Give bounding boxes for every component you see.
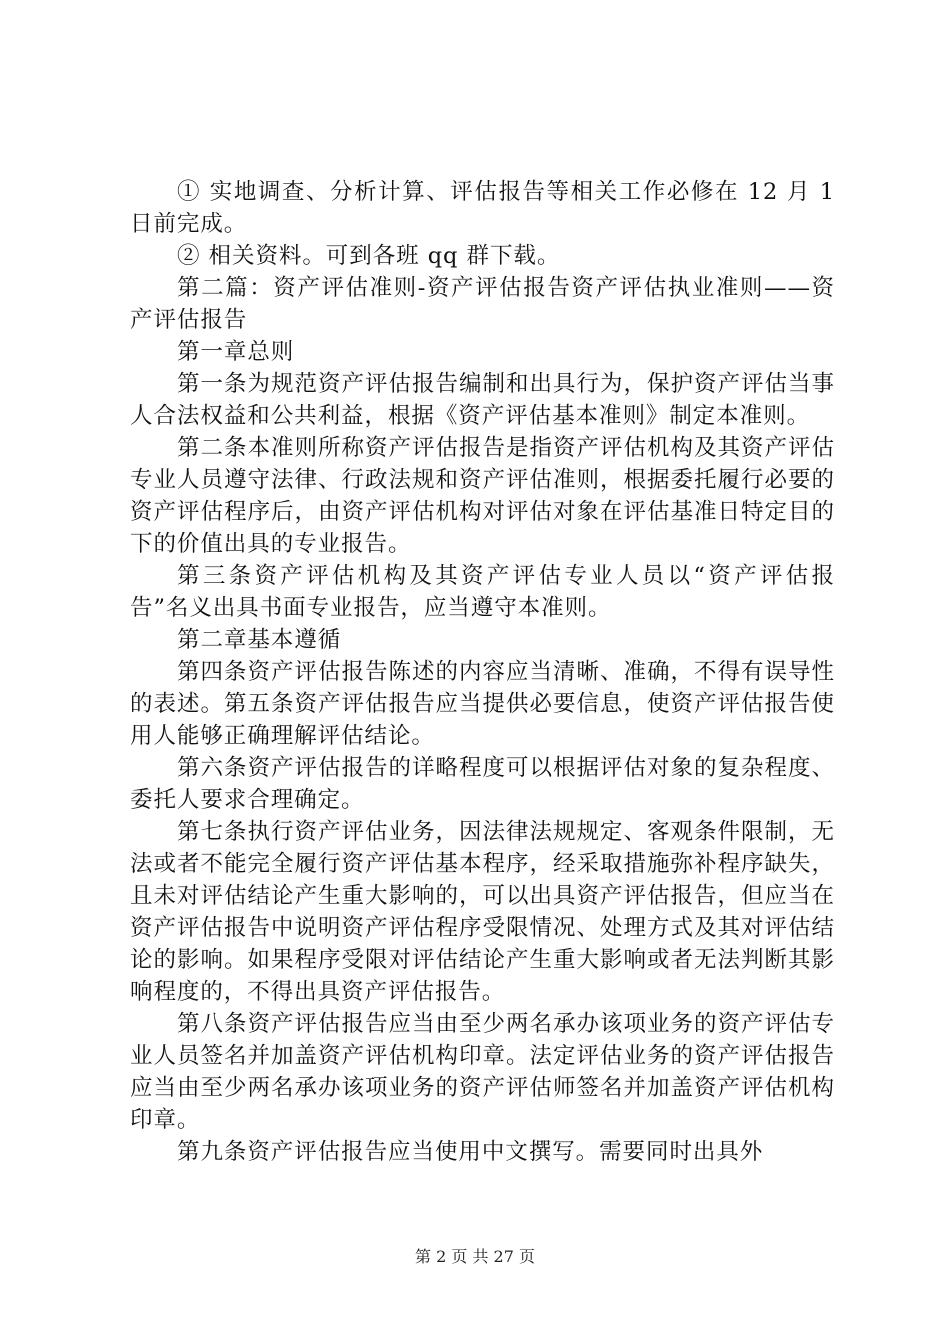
page-number-footer: 第 2 页 共 27 页 <box>415 1247 535 1266</box>
article-7: 第七条执行资产评估业务，因法律法规规定、客观条件限制，无法或者不能完全履行资产评估基本程序，经采取措施弥补程序缺失，且未对评估结论产生重大影响的，可以出具资产评估报告，但应当在资产评估报告中说明资产评估程序受限情况、处理方式及其对评估结论的影响。如果程序受限对评估结论产生重大影响或者无法判断其影响程度的，不得出具资产评估报告。 <box>130 819 835 1005</box>
article-9: 第九条资产评估报告应当使用中文撰写。需要同时出具外 <box>177 1139 764 1165</box>
paragraph-materials: ② 相关资料。可到各班 qq 群下载。 <box>177 243 561 269</box>
chapter-heading-2: 第二章基本遵循 <box>177 627 342 653</box>
paragraph-deadline: ① 实地调查、分析计算、评估报告等相关工作必修在 12 月 1 日前完成。 <box>130 179 835 237</box>
document-body <box>130 176 835 1168</box>
article-6: 第六条资产评估报告的详略程度可以根据评估对象的复杂程度、委托人要求合理确定。 <box>130 755 835 813</box>
paragraph-part-two-title: 第二篇：资产评估准则-资产评估报告资产评估执业准则——资产评估报告 <box>130 275 835 333</box>
article-3: 第三条资产评估机构及其资产评估专业人员以“资产评估报告”名义出具书面专业报告，应当遵守本准则。 <box>130 563 835 621</box>
article-8: 第八条资产评估报告应当由至少两名承办该项业务的资产评估专业人员签名并加盖资产评估机构印章。法定评估业务的资产评估报告应当由至少两名承办该项业务的资产评估师签名并加盖资产评估机构印章。 <box>130 1011 835 1133</box>
article-1: 第一条为规范资产评估报告编制和出具行为，保护资产评估当事人合法权益和公共利益，根据《资产评估基本准则》制定本准则。 <box>130 371 835 429</box>
chapter-heading-1: 第一章总则 <box>177 339 295 365</box>
article-4-5: 第四条资产评估报告陈述的内容应当清晰、准确，不得有误导性的表述。第五条资产评估报告应当提供必要信息，使资产评估报告使用人能够正确理解评估结论。 <box>130 659 835 749</box>
article-2: 第二条本准则所称资产评估报告是指资产评估机构及其资产评估专业人员遵守法律、行政法规和资产评估准则，根据委托履行必要的资产评估程序后，由资产评估机构对评估对象在评估基准日特定目的下的价值出具的专业报告。 <box>130 435 835 557</box>
